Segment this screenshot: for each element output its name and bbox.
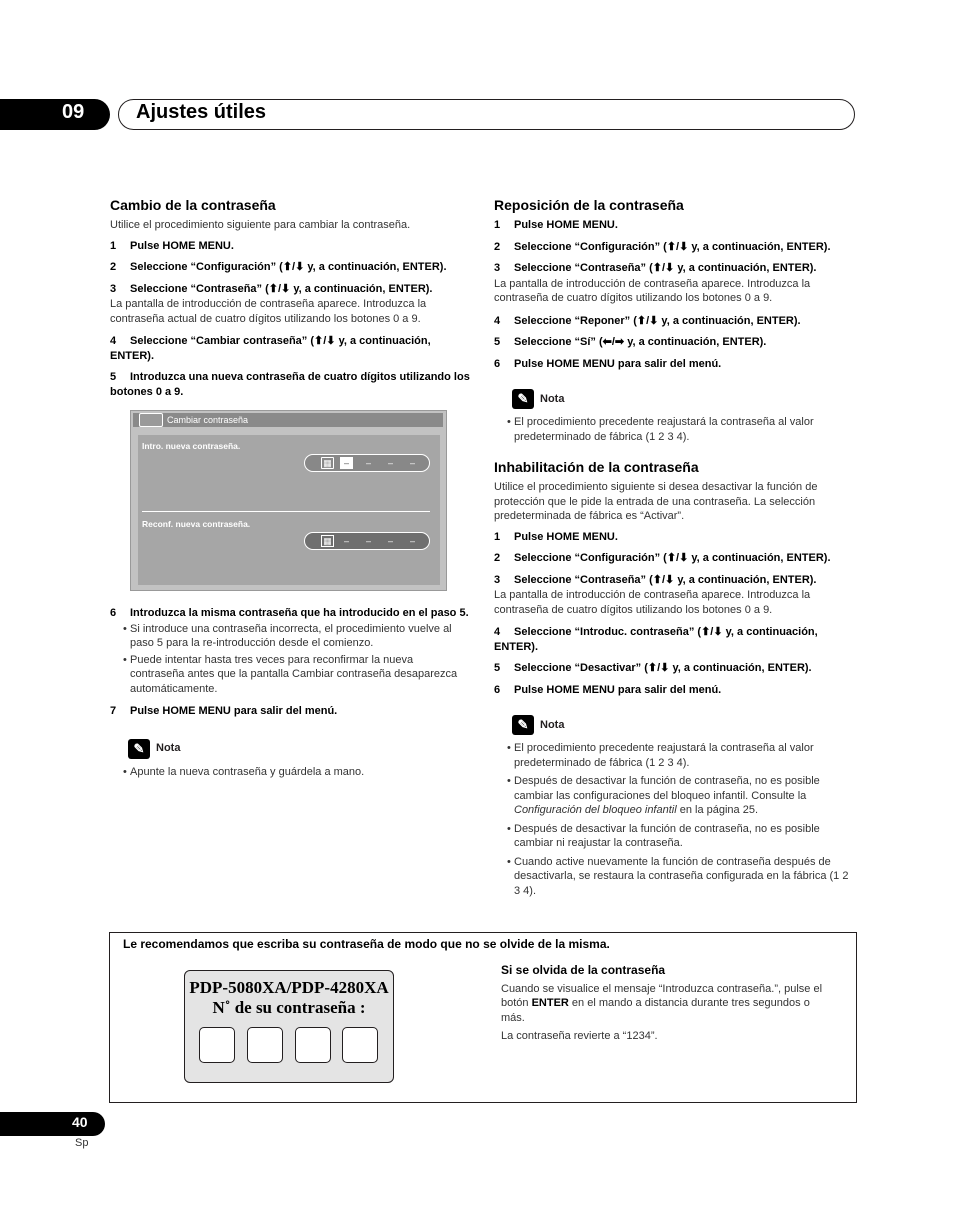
card-password-line: N˚ de su contraseña : xyxy=(212,998,366,1017)
digit-2: – xyxy=(365,536,371,546)
tools-icon xyxy=(139,413,163,427)
change-password-screen xyxy=(130,410,447,591)
step-2: 2 Seleccione “Configuración” (⬆/⬇ y, a continuación, ENTER). xyxy=(494,240,831,253)
confirm-password-field[interactable] xyxy=(304,532,430,550)
section-title: Cambio de la contraseña xyxy=(110,197,276,213)
nota-header: ✎ Nota xyxy=(512,715,854,735)
digit-4: – xyxy=(409,458,415,468)
nota-header: ✎ Nota xyxy=(128,739,470,759)
bullet: • Si introduce una contraseña incorrecta, el procedimiento vuelve al paso 5 para la re-introducción desde el comienzo. xyxy=(110,622,470,651)
password-digit-box xyxy=(199,1027,235,1063)
up-down-arrows-icon: ⬆/⬇ xyxy=(666,552,689,564)
new-password-label: Intro. nueva contraseña. xyxy=(142,441,241,451)
password-digit-box xyxy=(247,1027,283,1063)
card-title xyxy=(184,978,394,1018)
left-column-lower xyxy=(110,606,470,781)
bullet: • El procedimiento precedente reajustará la contraseña al valor predeterminado de fábrica (1 2 3 4). xyxy=(494,415,854,444)
forgot-text: Cuando se visualice el mensaje “Introduzca contraseña.”, pulse el botón ENTER en el mando a distancia durante tres segundos o más. xyxy=(501,982,823,1024)
step-1: 1 Pulse HOME MENU. xyxy=(110,239,234,252)
forgot-title: Si se olvida de la contraseña xyxy=(501,963,666,977)
forgot-section xyxy=(501,963,831,1050)
section-title: Reposición de la contraseña xyxy=(494,197,684,213)
up-down-arrows-icon: ⬆/⬇ xyxy=(652,573,675,586)
confirm-password-label: Reconf. nueva contraseña. xyxy=(142,519,251,529)
pencil-icon: ✎ xyxy=(512,389,534,409)
chapter-tab xyxy=(0,99,110,130)
bullet: • El procedimiento precedente reajustará la contraseña al valor predeterminado de fábrica (1 2 3 4). xyxy=(494,741,854,770)
card-model-line: PDP-5080XA/PDP-4280XA xyxy=(189,978,389,997)
up-down-arrows-icon: ⬆/⬇ xyxy=(268,282,291,295)
screen-divider xyxy=(142,511,430,512)
step-6: 6 Pulse HOME MENU para salir del menú. xyxy=(494,357,722,370)
new-password-field[interactable] xyxy=(304,454,430,472)
step-1: 1 Pulse HOME MENU. xyxy=(494,219,618,231)
up-down-arrows-icon: ⬆/⬇ xyxy=(647,662,670,674)
digit-2: – xyxy=(365,458,371,468)
bullet: • Apunte la nueva contraseña y guárdela a mano. xyxy=(110,765,470,780)
left-right-arrows-icon: ⬅/➡ xyxy=(602,336,625,348)
digit-3: – xyxy=(387,536,393,546)
step-6: 6 Introduzca la misma contraseña que ha introducido en el paso 5. xyxy=(110,607,469,619)
step-3-body: La pantalla de introducción de contraseña aparece. Introduzca la contraseña actual de cuatro dígitos utilizando los botones 0 a 9. xyxy=(110,298,427,325)
intro-text: Utilice el procedimiento siguiente para cambiar la contraseña. xyxy=(110,219,411,231)
step-7: 7 Pulse HOME MENU para salir del menú. xyxy=(110,705,338,717)
step-3: 3 Seleccione “Contraseña” (⬆/⬇ y, a continuación, ENTER). xyxy=(110,282,433,295)
up-down-arrows-icon: ⬆/⬇ xyxy=(636,314,659,327)
keypad-icon: ▦ xyxy=(321,535,334,547)
digit-4: – xyxy=(409,536,415,546)
digit-1: – xyxy=(343,536,349,546)
screen-tab-label: Cambiar contraseña xyxy=(167,415,249,425)
pencil-icon: ✎ xyxy=(512,715,534,735)
step-3-body: La pantalla de introducción de contraseña aparece. Introduzca la contraseña de cuatro dígitos utilizando los botones 0 a 9. xyxy=(494,277,811,304)
bullet: • Después de desactivar la función de contraseña, no es posible cambiar ni reajustar la contraseña. xyxy=(494,822,854,851)
page-number-tab xyxy=(0,1112,105,1136)
section-title: Inhabilitación de la contraseña xyxy=(494,459,699,475)
step-4: 4 Seleccione “Introduc. contraseña” (⬆/⬇ y, a continuación, ENTER). xyxy=(494,626,818,653)
screen-tab xyxy=(133,413,443,427)
intro-text: Utilice el procedimiento siguiente si desea desactivar la función de protección que le pide la entrada de una contraseña. La selección predeterminada de fábrica es “Activar”. xyxy=(494,481,818,522)
up-down-arrows-icon: ⬆/⬇ xyxy=(666,240,689,253)
step-3-body: La pantalla de introducción de contraseña aparece. Introduzca la contraseña de cuatro dígitos utilizando los botones 0 a 9. xyxy=(494,589,811,616)
step-5: 5 Seleccione “Sí” (⬅/➡ y, a continuación, ENTER). xyxy=(494,336,767,348)
digit-1: – xyxy=(340,457,353,469)
nota-header: ✎ Nota xyxy=(512,389,854,409)
bullet: • Después de desactivar la función de contraseña, no es posible cambiar las configuraciones del bloqueo infantil. Consulte la Configuración del bloqueo infantil en la página 25. xyxy=(494,774,854,818)
step-6: 6 Pulse HOME MENU para salir del menú. xyxy=(494,683,722,696)
step-5: 5 Introduzca una nueva contraseña de cuatro dígitos utilizando los botones 0 a 9. xyxy=(110,371,470,398)
language-code: Sp xyxy=(75,1137,89,1149)
step-3: 3 Seleccione “Contraseña” (⬆/⬇ y, a continuación, ENTER). xyxy=(494,573,817,586)
up-down-arrows-icon: ⬆/⬇ xyxy=(282,261,305,273)
step-3: 3 Seleccione “Contraseña” (⬆/⬇ y, a continuación, ENTER). xyxy=(494,262,817,274)
forgot-result: La contraseña revierte a “1234”. xyxy=(501,1030,658,1042)
pencil-icon: ✎ xyxy=(128,739,150,759)
page-number: 40 xyxy=(72,1114,88,1130)
up-down-arrows-icon: ⬆/⬇ xyxy=(652,262,675,274)
bullet: • Cuando active nuevamente la función de contraseña después de desactivarla, se restaura la contraseña configurada en la fábrica (1 2 3 4). xyxy=(494,855,854,899)
step-1: 1 Pulse HOME MENU. xyxy=(494,530,618,543)
chapter-title: Ajustes útiles xyxy=(136,101,267,123)
chapter-number: 09 xyxy=(62,101,85,123)
right-column xyxy=(494,196,854,900)
step-2: 2 Seleccione “Configuración” (⬆/⬇ y, a continuación, ENTER). xyxy=(494,552,831,564)
step-4: 4 Seleccione “Reponer” (⬆/⬇ y, a continuación, ENTER). xyxy=(494,314,801,327)
up-down-arrows-icon: ⬆/⬇ xyxy=(314,335,336,347)
password-digit-box xyxy=(295,1027,331,1063)
screen-panel xyxy=(138,435,440,585)
left-column xyxy=(110,196,470,406)
up-down-arrows-icon: ⬆/⬇ xyxy=(701,626,723,638)
keypad-icon: ▦ xyxy=(321,457,334,469)
step-4: 4 Seleccione “Cambiar contraseña” (⬆/⬇ y, a continuación, ENTER). xyxy=(110,335,431,362)
digit-3: – xyxy=(387,458,393,468)
bullet: • Puede intentar hasta tres veces para reconfirmar la nueva contraseña antes que la pantalla Cambiar contraseña desaparezca automáticamente. xyxy=(110,653,470,697)
step-2: 2 Seleccione “Configuración” (⬆/⬇ y, a continuación, ENTER). xyxy=(110,261,447,273)
step-5: 5 Seleccione “Desactivar” (⬆/⬇ y, a continuación, ENTER). xyxy=(494,662,812,674)
recommendation-heading: Le recomendamos que escriba su contraseña de modo que no se olvide de la misma. xyxy=(123,937,610,951)
password-digit-box xyxy=(342,1027,378,1063)
